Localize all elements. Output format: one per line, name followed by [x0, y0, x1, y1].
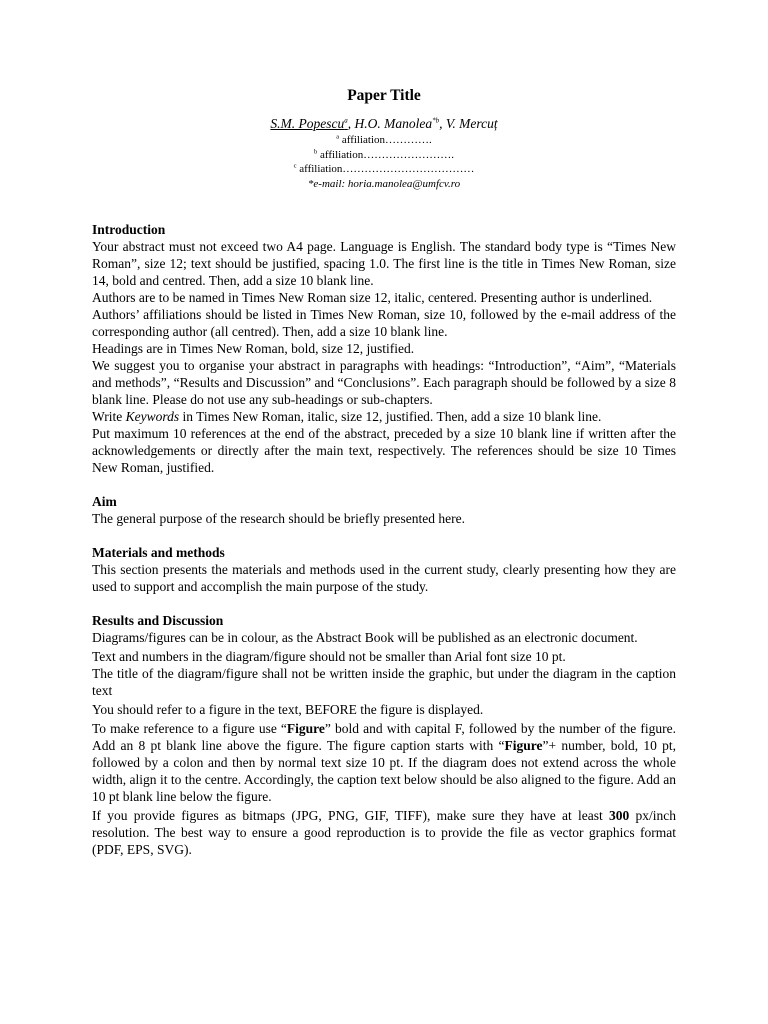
- heading-materials-methods: Materials and methods: [92, 544, 225, 560]
- affiliation-b: $^b$ affiliation…………………….: [314, 147, 454, 161]
- paragraph: If you provide figures as bitmaps (JPG, PNG, GIF, TIFF), make sure they have at least 300 px/inch resolution. The best way to ensure a good reproduction is to provide the file as vector graphics format (PDF, EPS, SVG).: [92, 807, 677, 857]
- paragraph: Headings are in Times New Roman, bold, size 12, justified.: [92, 340, 415, 356]
- paragraph: Your abstract must not exceed two A4 page. Language is English. The standard body type is “Times New Roman”, size 12; text should be justified, spacing 1.0. The first line is the title in Times New Roman, size 14, bold and centred. Then, add a size 10 blank line.: [92, 238, 676, 288]
- author-2-sup: *b: [432, 116, 440, 125]
- paragraph: You should refer to a figure in the text, BEFORE the figure is displayed.: [92, 701, 484, 717]
- paragraph: We suggest you to organise your abstract in paragraphs with headings: “Introduction”, “Aim”, “Materials and methods”, “Results and Discussion” and “Conclusions”. Each paragraph should be followed by a size 8 blank line. Please do not use any sub-headings or sub-chapters.: [92, 357, 676, 407]
- paragraph: Put maximum 10 references at the end of the abstract, preceded by a size 10 blank line if written after the acknowledgements or directly after the main text, respectively. The references should be size 10 Times New Roman, justified.: [92, 425, 676, 475]
- paper-title: Paper Title: [347, 87, 421, 104]
- presenting-author: S.M. Popescu$^a$: [270, 116, 348, 131]
- paragraph: Diagrams/figures can be in colour, as the Abstract Book will be published as an electronic document.: [92, 629, 638, 645]
- paragraph: To make reference to a figure use “Figure” bold and with capital F, followed by the number of the figure. Add an 8 pt blank line above the figure. The figure caption starts with “Figure”+ number, bold, 10 pt, followed by a colon and then by normal text size 10 pt. If the diagram does not extend across the whole width, align it to the centre. Accordingly, the caption text below should be also aligned to the figure. Add an 10 pt blank line below the figure.: [92, 720, 676, 804]
- affiliation-c: $^c$ affiliation………………………………: [293, 162, 475, 175]
- paragraph: Authors are to be named in Times New Roman size 12, italic, centered. Presenting author is underlined.: [92, 289, 653, 305]
- paragraph: Authors’ affiliations should be listed in Times New Roman, size 10, followed by the e-mail address of the corresponding author (all centred). Then, add a size 10 blank line.: [92, 306, 676, 339]
- heading-results-discussion: Results and Discussion: [92, 612, 224, 628]
- section-materials-methods: [92, 544, 676, 595]
- paragraph: Write Keywords in Times New Roman, italic, size 12, justified. Then, add a size 10 blank line.: [92, 408, 602, 424]
- heading-aim: Aim: [92, 493, 117, 509]
- paragraph: The title of the diagram/figure shall not be written inside the graphic, but under the diagram in the caption text: [92, 665, 676, 698]
- affiliation-a: $^a$ affiliation………….: [336, 133, 432, 146]
- paragraph: The general purpose of the research should be briefly presented here.: [92, 510, 465, 526]
- section-introduction: [92, 221, 676, 476]
- paragraph: Text and numbers in the diagram/figure should not be smaller than Arial font size 10 pt.: [92, 648, 566, 664]
- corresponding-email: *e-mail: horia.manolea@umfcv.ro: [307, 177, 461, 190]
- paragraph: This section presents the materials and methods used in the current study, clearly presenting how they are used to support and accomplish the main purpose of the study.: [92, 561, 676, 594]
- author-list: S.M. Popescu$^a$, H.O. Manolea$^{*b}$, V. Mercuț: [270, 116, 498, 131]
- heading-introduction: Introduction: [92, 221, 166, 237]
- author-3: V. Mercuț: [445, 116, 498, 131]
- section-results-discussion: [92, 612, 676, 858]
- author-2: H.O. Manolea: [354, 116, 433, 131]
- section-aim: [92, 493, 676, 527]
